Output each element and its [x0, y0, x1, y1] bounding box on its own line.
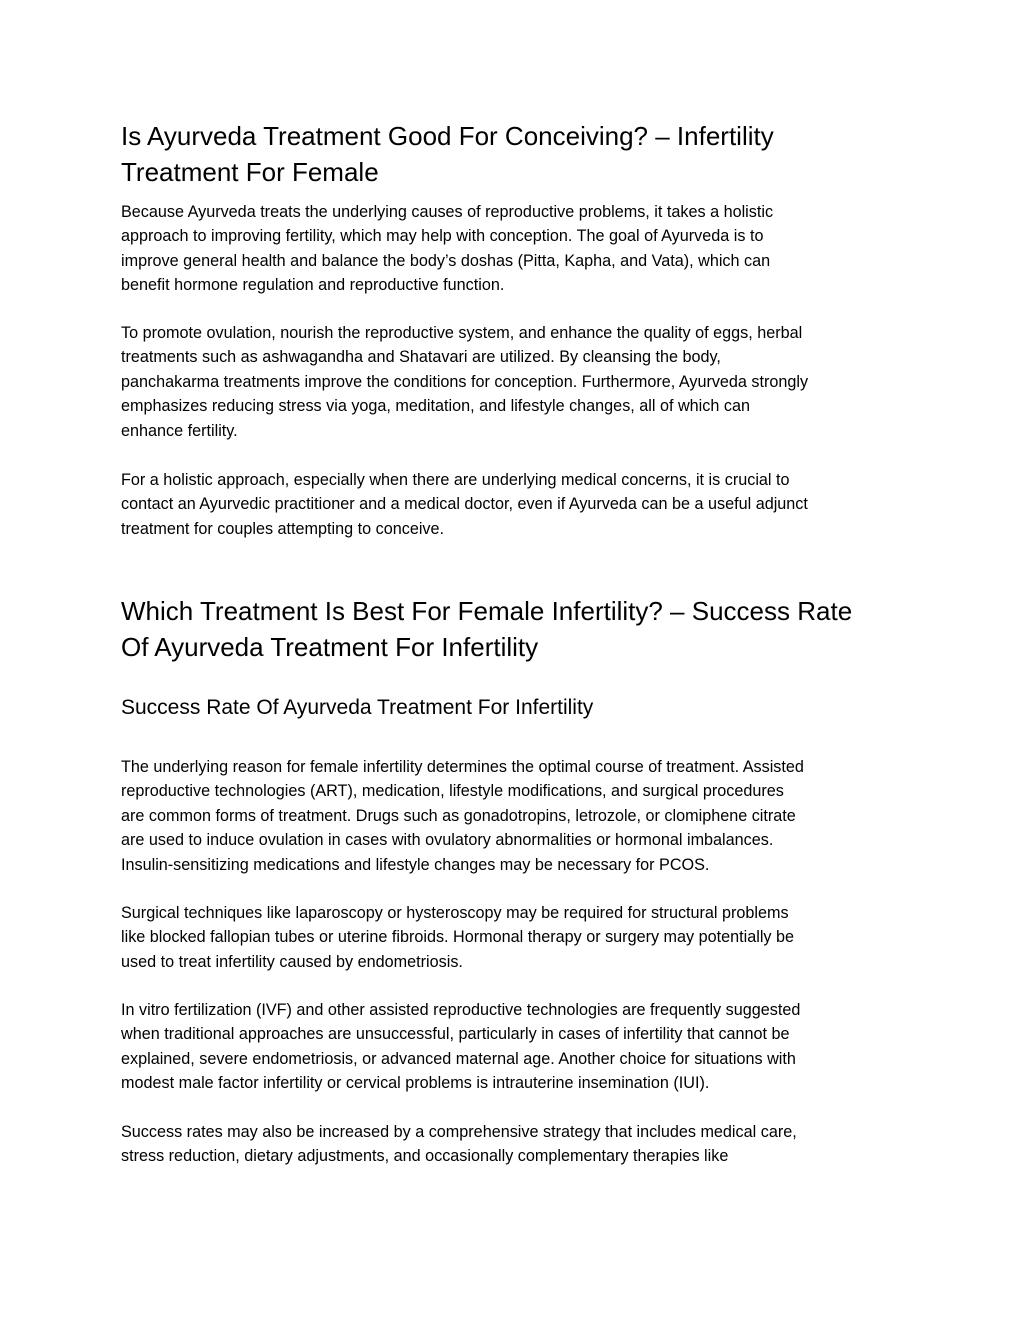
text-line: panchakarma treatments improve the conditions for conception. Furthermore, Ayurveda strongly: [121, 372, 809, 391]
text-line: Which Treatment Is Best For Female Infertility? – Success Rate: [121, 596, 853, 626]
text-line: benefit hormone regulation and reproductive function.: [121, 276, 505, 295]
text-line: stress reduction, dietary adjustments, and occasionally complementary therapies like: [121, 1147, 729, 1166]
text-line: emphasizes reducing stress via yoga, meditation, and lifestyle changes, all of which can: [121, 397, 750, 416]
text-line: are used to induce ovulation in cases with ovulatory abnormalities or hormonal imbalances.: [121, 831, 774, 850]
subheading: [121, 693, 921, 723]
text-line: approach to improving fertility, which may help with conception. The goal of Ayurveda is to: [121, 227, 764, 246]
text-line: Success rates may also be increased by a comprehensive strategy that includes medical care,: [121, 1123, 797, 1141]
heading: [121, 593, 921, 665]
text-line: modest male factor infertility or cervical problems is intrauterine insemination (IUI).: [121, 1074, 710, 1093]
text-line: used to treat infertility caused by endometriosis.: [121, 952, 463, 971]
text-line: when traditional approaches are unsuccessful, particularly in cases of infertility that cannot be: [121, 1025, 790, 1044]
paragraph: [121, 1120, 921, 1169]
text-line: To promote ovulation, nourish the reproductive system, and enhance the quality of eggs, herbal: [121, 324, 803, 342]
paragraph: [121, 998, 921, 1096]
paragraph: [121, 200, 921, 298]
text-line: treatments such as ashwagandha and Shatavari are utilized. By cleansing the body,: [121, 348, 721, 367]
text-line: like blocked fallopian tubes or uterine fibroids. Hormonal therapy or surgery may potentially be: [121, 928, 795, 947]
heading: [121, 118, 921, 190]
text-line: The underlying reason for female infertility determines the optimal course of treatment. Assisted: [121, 758, 804, 776]
text-line: reproductive technologies (ART), medication, lifestyle modifications, and surgical procedures: [121, 782, 784, 801]
text-line: Of Ayurveda Treatment For Infertility: [121, 632, 539, 662]
text-line: explained, severe endometriosis, or advanced maternal age. Another choice for situations with: [121, 1049, 796, 1068]
text-line: contact an Ayurvedic practitioner and a medical doctor, even if Ayurveda can be a useful adjunct: [121, 495, 808, 514]
text-line: Is Ayurveda Treatment Good For Conceiving? – Infertility: [121, 121, 774, 151]
text-line: For a holistic approach, especially when there are underlying medical concerns, it is crucial to: [121, 471, 790, 489]
text-line: Surgical techniques like laparoscopy or hysteroscopy may be required for structural problems: [121, 904, 789, 922]
text-line: In vitro fertilization (IVF) and other assisted reproductive technologies are frequently suggested: [121, 1001, 801, 1019]
paragraph: [121, 755, 921, 877]
text-line: improve general health and balance the body’s doshas (Pitta, Kapha, and Vata), which can: [121, 251, 771, 270]
text-line: Treatment For Female: [121, 157, 379, 187]
text-line: Insulin-sensitizing medications and lifestyle changes may be necessary for PCOS.: [121, 855, 710, 874]
text-line: Because Ayurveda treats the underlying causes of reproductive problems, it takes a holistic: [121, 203, 774, 221]
text-line: enhance fertility.: [121, 421, 238, 440]
text-line: Success Rate Of Ayurveda Treatment For Infertility: [121, 696, 594, 719]
paragraph: [121, 901, 921, 974]
paragraph: [121, 468, 921, 541]
text-line: are common forms of treatment. Drugs such as gonadotropins, letrozole, or clomiphene citrate: [121, 806, 796, 825]
text-line: treatment for couples attempting to conceive.: [121, 519, 445, 538]
paragraph: [121, 321, 921, 443]
